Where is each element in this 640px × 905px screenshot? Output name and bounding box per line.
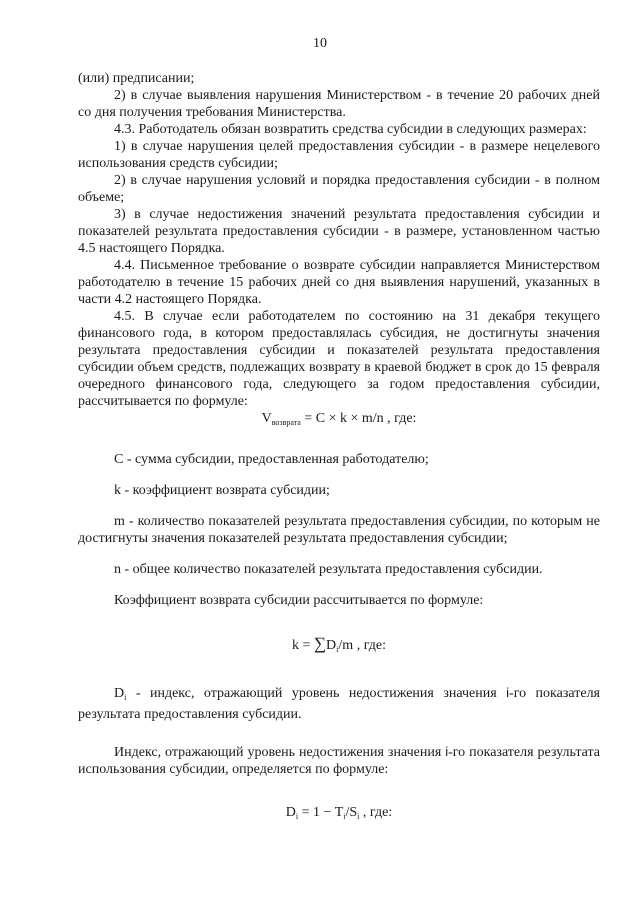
formula-subscript: i <box>357 812 360 821</box>
formula-term: /S <box>345 805 358 820</box>
index-intro <box>78 743 600 778</box>
spacer <box>78 723 600 743</box>
definition-text: -го показателя результата предоставления субсидии. <box>78 686 600 722</box>
formula-tail: , где: <box>383 411 417 426</box>
document-body <box>78 70 600 825</box>
formula-subscript: i <box>343 812 346 821</box>
formula-tail: , где: <box>359 805 393 820</box>
refund-formula <box>78 410 600 431</box>
sum-symbol: ∑ <box>313 634 327 653</box>
paragraph: 4.3. Работодатель обязан возвратить средства субсидии в следующих размерах: <box>114 122 587 137</box>
definition-n: n - общее количество показателей результата предоставления субсидии. <box>114 562 543 577</box>
formula-term: V <box>261 411 272 426</box>
paragraph: 1) в случае нарушения целей предоставления субсидии - в размере нецелевого использования средств субсидии; <box>78 139 600 171</box>
formula-term: /m <box>338 638 354 653</box>
formula-term: D <box>326 638 337 653</box>
formula-subscript: i <box>295 812 299 821</box>
paragraph: 2) в случае нарушения условий и порядка предоставления субсидии - в полном объеме; <box>78 173 600 205</box>
spacer <box>78 609 600 635</box>
paragraph: 3) в случае недостижения значений результата предоставления субсидии и показателей результата предоставления субсидии - в размере, установленном частью 4.5 настоящего Порядка. <box>78 207 600 256</box>
index-definition <box>78 684 600 723</box>
coefficient-formula <box>78 635 600 658</box>
formula-subscript: возврата <box>271 418 301 427</box>
definition-c: C - сумма субсидии, предоставленная работодателю; <box>114 452 429 467</box>
spacer <box>78 431 600 451</box>
spacer <box>78 778 600 804</box>
index-formula <box>78 804 600 825</box>
paragraph: 2) в случае выявления нарушения Министерством - в течение 20 рабочих дней со дня получения требования Министерства. <box>78 88 600 120</box>
formula-term: D <box>114 686 125 701</box>
spacer <box>78 658 600 684</box>
formula-tail: , где: <box>353 638 386 653</box>
formula-term: k = <box>292 638 314 653</box>
formula-term: D <box>285 805 296 820</box>
formula-subscript: i <box>124 693 127 702</box>
spacer <box>78 499 600 513</box>
formula-term: = 1 − T <box>298 805 344 820</box>
definition-k: k - коэффициент возврата субсидии; <box>114 483 330 498</box>
formula-term: = C × k × m/n <box>300 411 384 426</box>
formula-subscript: i <box>336 645 339 654</box>
paragraph: (или) предписании; <box>78 71 195 86</box>
page-number: 10 <box>313 36 327 51</box>
paragraph: 4.4. Письменное требование о возврате субсидии направляется Министерством работодателю в течение 15 рабочих дней со дня выявления нарушений, указанных в части 4.2 настоящего Порядка. <box>78 258 600 307</box>
index-variable: i <box>445 744 449 759</box>
spacer <box>78 547 600 561</box>
coefficient-intro: Коэффициент возврата субсидии рассчитывается по формуле: <box>114 593 484 608</box>
index-variable: i <box>506 685 510 700</box>
spacer <box>78 468 600 482</box>
definition-m: m - количество показателей результата предоставления субсидии, по которым не достигнуты значения показателей результата предоставления субсидии; <box>78 514 600 546</box>
intro-text: -го показателя результата использования субсидии, определяется по формуле: <box>78 745 600 777</box>
definition-text: - индекс, отражающий уровень недостижения значения <box>126 686 507 701</box>
intro-text: Индекс, отражающий уровень недостижения значения <box>114 745 446 760</box>
paragraph: 4.5. В случае если работодателем по состоянию на 31 декабря текущего финансового года, в котором предоставлялась субсидия, не достигнуты значения результата предоставления субсидии и показателей результата предоставления субсидии объем средств, подлежащих возврату в краевой бюджет в срок до 15 февраля очередного финансового года, следующего за годом предоставления субсидии, рассчитывается по формуле: <box>78 309 600 409</box>
spacer <box>78 578 600 592</box>
